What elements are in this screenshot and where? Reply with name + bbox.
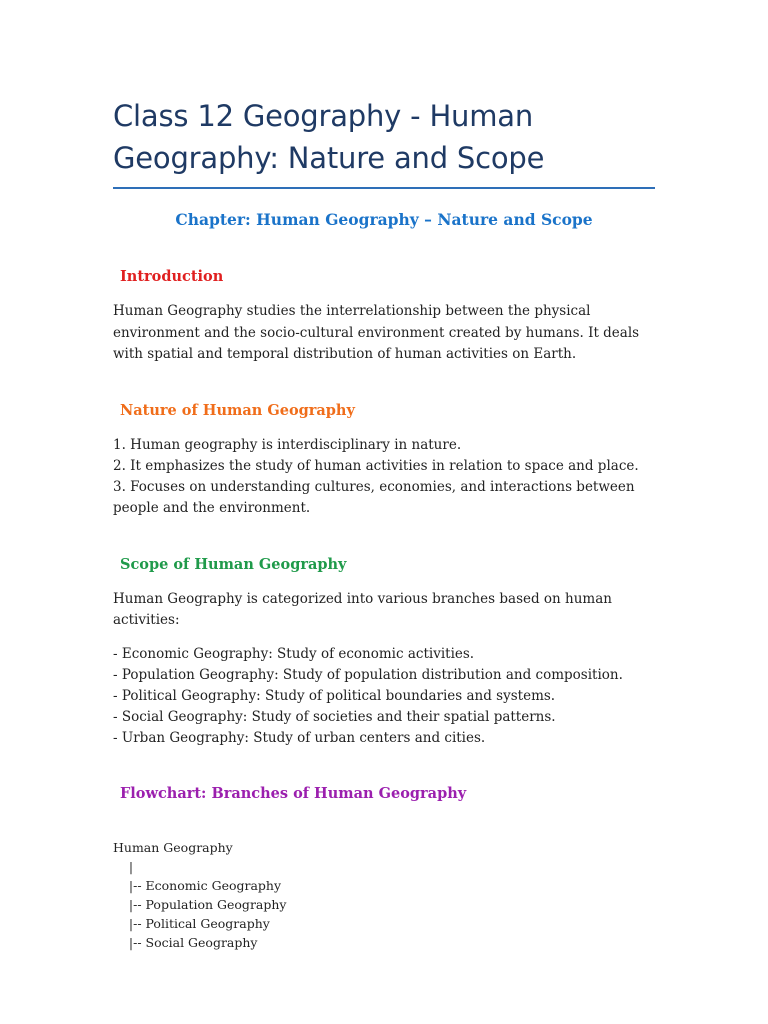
page-title	[113, 95, 655, 179]
list-item: - Political Geography: Study of political boundaries and systems.	[113, 687, 556, 704]
introduction-heading: Introduction	[120, 268, 224, 285]
page-title-line-2: Geography: Nature and Scope	[113, 141, 545, 175]
flowchart-line: Human Geography	[113, 839, 233, 855]
list-item: 2. It emphasizes the study of human activities in relation to space and place.	[113, 457, 639, 474]
nature-heading: Nature of Human Geography	[120, 401, 355, 419]
page-title-line-1: Class 12 Geography - Human	[113, 99, 534, 133]
flowchart-line: |-- Population Geography	[113, 896, 287, 912]
list-item: - Urban Geography: Study of urban centers and cities.	[113, 729, 486, 746]
chapter-heading: Chapter: Human Geography – Nature and Scope	[175, 210, 593, 229]
introduction-paragraph: Human Geography studies the interrelationship between the physical environment and the socio-cultural environment created by humans. It deals with spatial and temporal distribution of human activities on Earth.	[113, 303, 640, 362]
scope-heading: Scope of Human Geography	[120, 555, 347, 573]
document-page	[113, 95, 655, 952]
list-item: - Economic Geography: Study of economic activities.	[113, 645, 475, 662]
flowchart-line: |-- Economic Geography	[113, 877, 282, 893]
flowchart-line: |-- Social Geography	[113, 934, 258, 950]
flowchart-line: |-- Political Geography	[113, 915, 270, 931]
list-item: - Social Geography: Study of societies and their spatial patterns.	[113, 708, 556, 725]
scope-intro-paragraph: Human Geography is categorized into various branches based on human activities:	[113, 590, 612, 628]
list-item: - Population Geography: Study of population distribution and composition.	[113, 666, 623, 683]
flowchart-heading: Flowchart: Branches of Human Geography	[120, 784, 467, 802]
list-item: 3. Focuses on understanding cultures, economies, and interactions between people and the environment.	[113, 478, 635, 516]
scope-branch-list	[113, 644, 655, 749]
flowchart-line: |	[113, 858, 134, 874]
nature-list	[113, 435, 655, 519]
flowchart-text	[113, 838, 655, 952]
list-item: 1. Human geography is interdisciplinary in nature.	[113, 436, 462, 453]
title-underline	[113, 187, 655, 189]
